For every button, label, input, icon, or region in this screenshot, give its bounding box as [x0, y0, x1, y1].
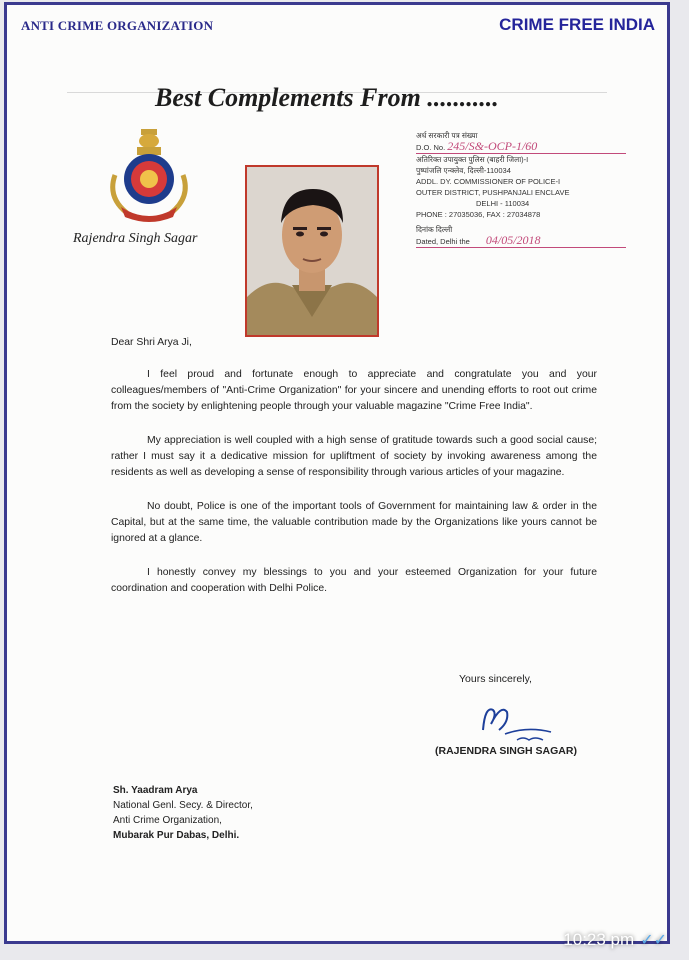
ref-date: 04/05/2018: [485, 233, 541, 247]
ref-designation-2: OUTER DISTRICT, PUSHPANJALI ENCLAVE: [416, 188, 570, 197]
complements-title: Best Complements From ...........: [155, 83, 499, 112]
police-emblem-icon: [99, 127, 199, 223]
ref-designation-1: ADDL. DY. COMMISSIONER OF POLICE-I: [416, 177, 561, 186]
recipient-address: [113, 783, 253, 843]
recipient-location: Mubarak Pur Dabas, Delhi.: [113, 830, 240, 841]
ref-do-label: D.O. No.: [416, 143, 446, 152]
double-tick-icon: ✓✓: [640, 932, 667, 949]
paragraph-4: I honestly convey my blessings to you and your esteemed Organization for your future coordination and cooperation with Delhi Police.: [111, 567, 597, 594]
ref-phone: PHONE : 27035036, FAX : 27034878: [416, 210, 541, 219]
brand-name: CRIME FREE INDIA: [499, 15, 655, 34]
ref-designation-3: DELHI - 110034: [476, 199, 530, 208]
officer-photo: [245, 165, 379, 337]
org-name: ANTI CRIME ORGANIZATION: [21, 18, 214, 33]
recipient-name: Sh. Yaadram Arya: [113, 785, 198, 796]
timestamp-text: 10:23 pm: [563, 930, 635, 949]
ref-hindi-designation: अतिरिक्त उपायुक्त पुलिस (बाहरी जिला)-I: [416, 155, 529, 164]
recipient-title: National Genl. Secy. & Director,: [113, 800, 253, 811]
signer-name: (RAJENDRA SINGH SAGAR): [435, 745, 577, 757]
ref-date-line: [416, 235, 626, 248]
ref-hindi-title: अर्ध सरकारी पत्र संख्या: [416, 131, 478, 140]
letter-page: [4, 2, 670, 944]
ref-dated-label: Dated, Delhi the: [416, 237, 470, 246]
paragraph-1: I feel proud and fortunate enough to appreciate and congratulate you and your colleagues/members of "Anti-Crime Organization" for your sincere and unending efforts to root out crime from the society by enlightening people through your valuable magazine "Crime Free India".: [111, 369, 597, 412]
ref-do-line: [416, 141, 626, 154]
ref-do-number: 245/S&-OCP-1/60: [447, 139, 538, 153]
ref-hindi-address: पुष्पांजलि एन्क्लेव, दिल्ली-110034: [416, 166, 511, 175]
ref-hindi-dated: दिनांक दिल्ली: [416, 225, 453, 234]
letter-body: [111, 335, 597, 615]
paragraph-2: My appreciation is well coupled with a high sense of gratitude towards such a good social cause; rather I must say it a dedicative mission for upliftment of society by invoking awareness among the residents as well as developing a sense of responsibility through various articles of your magazine.: [111, 435, 597, 478]
salutation: Dear Shri Arya Ji,: [111, 337, 192, 348]
reference-block: [416, 130, 626, 248]
signature-icon: [477, 700, 557, 744]
sender-name: Rajendra Singh Sagar: [73, 231, 198, 246]
recipient-org: Anti Crime Organization,: [113, 815, 222, 826]
closing: Yours sincerely,: [459, 673, 532, 685]
paragraph-3: No doubt, Police is one of the important tools of Government for maintaining law & order in the Capital, but at the same time, the valuable contribution made by the Organizations like yours cannot be ignored at a glance.: [111, 501, 597, 544]
message-timestamp: [563, 930, 667, 950]
